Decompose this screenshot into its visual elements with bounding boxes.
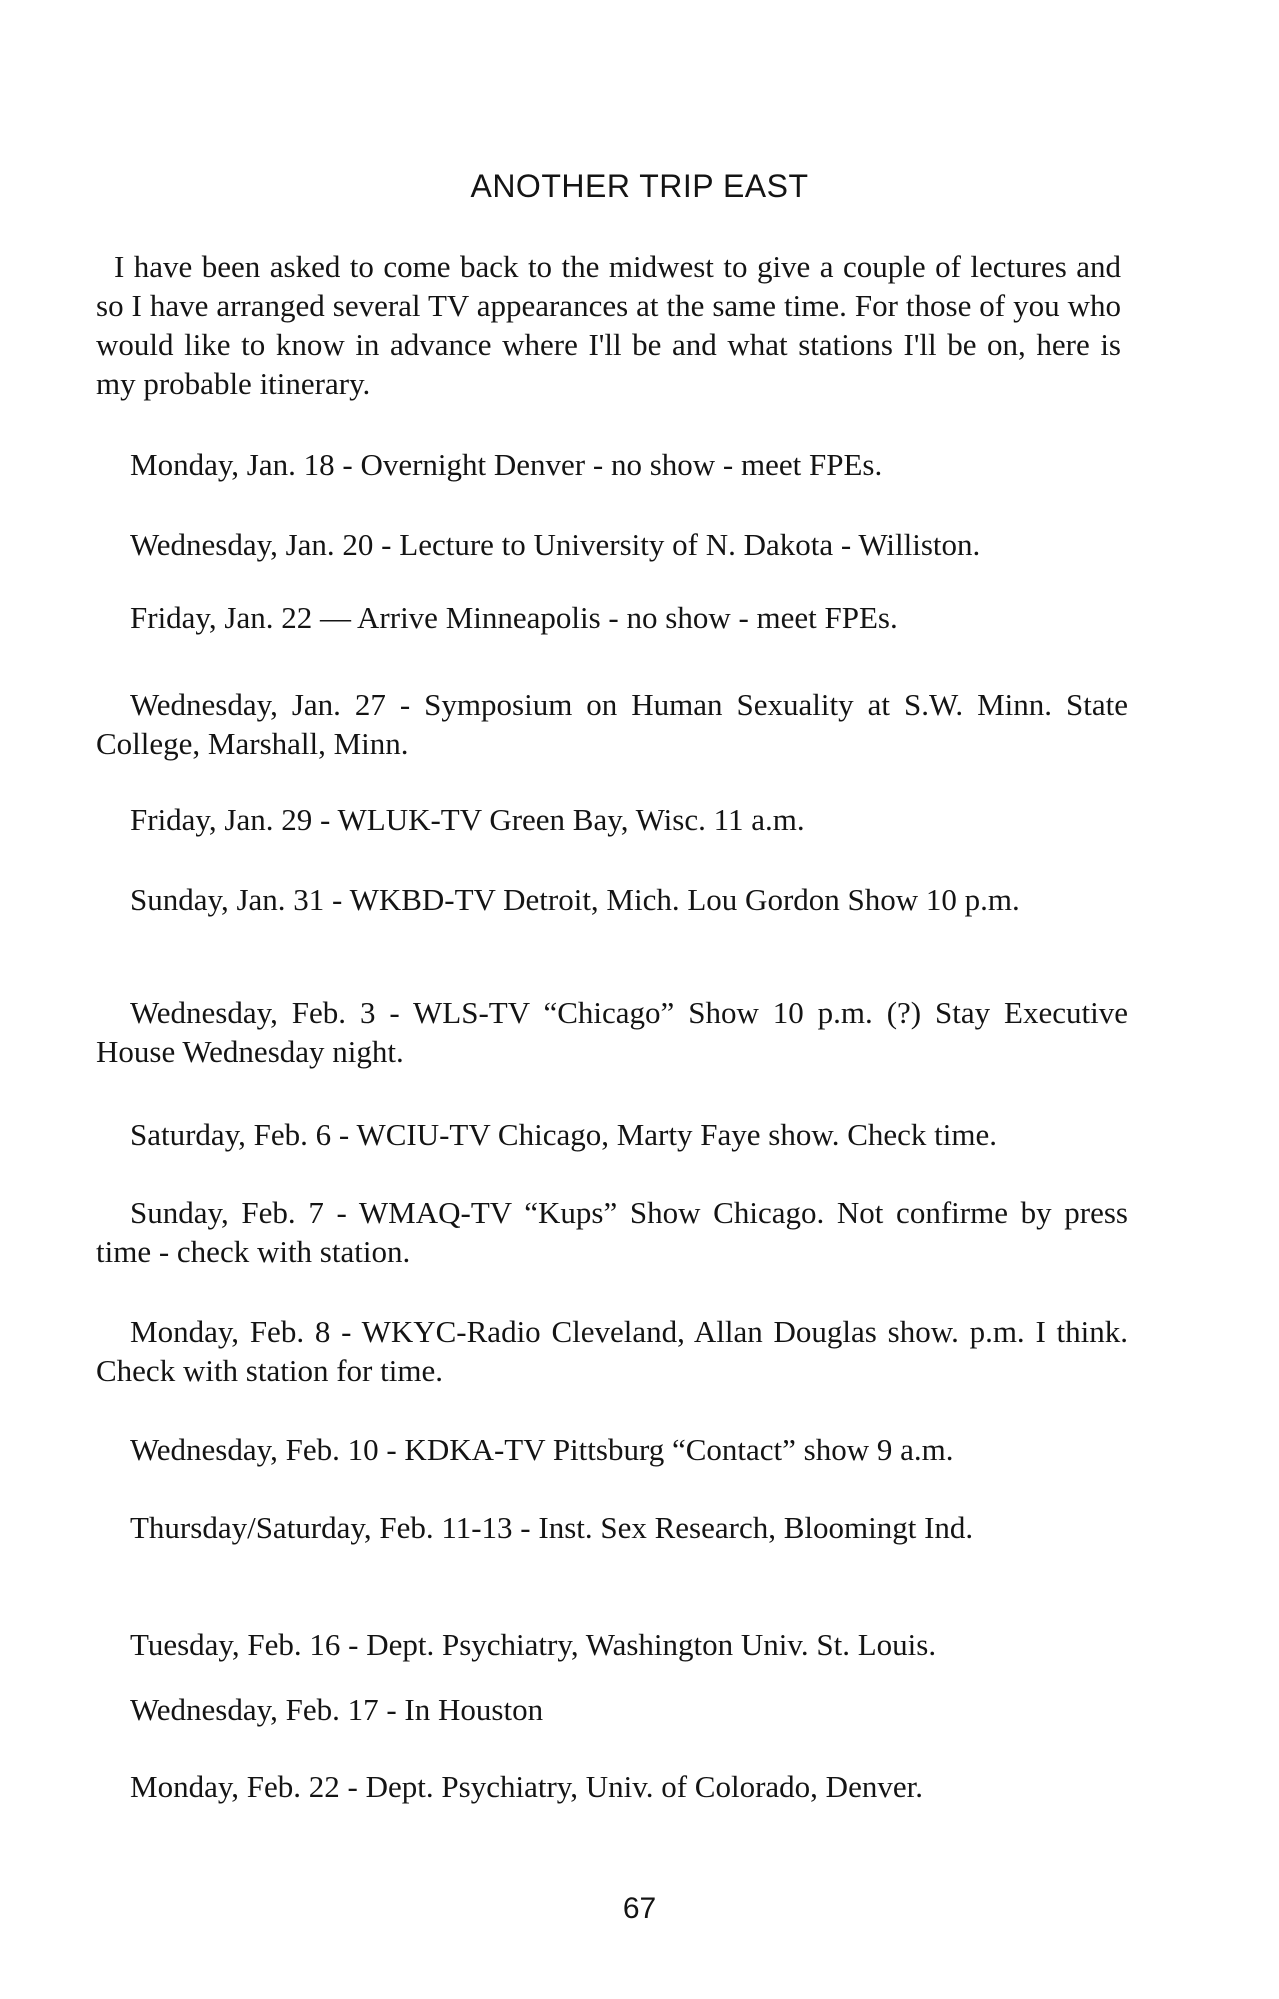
itinerary-entry: Saturday, Feb. 6 - WCIU-TV Chicago, Marty Faye show. Check time. bbox=[130, 1117, 997, 1152]
itinerary-entry: Friday, Jan. 29 - WLUK-TV Green Bay, Wisc. 11 a.m. bbox=[130, 802, 805, 837]
page-number: 67 bbox=[622, 1892, 657, 1925]
itinerary-entry: Tuesday, Feb. 16 - Dept. Psychiatry, Washington Univ. St. Louis. bbox=[130, 1627, 937, 1662]
itinerary-entry: Wednesday, Jan. 20 - Lecture to University of N. Dakota - Williston. bbox=[130, 527, 981, 562]
itinerary-entry: Wednesday, Jan. 27 - Symposium on Human Sexuality at S.W. Minn. State College, Marshall, Minn. bbox=[96, 687, 1128, 761]
page-title: ANOTHER TRIP EAST bbox=[470, 168, 809, 204]
intro-paragraph: I have been asked to come back to the midwest to give a couple of lectures and so I have arranged several TV appearances at the same time. For those of you who would like to know in advance where I'll be and what stations I'll be on, here is my probable itinerary. bbox=[96, 249, 1121, 401]
itinerary-entry: Monday, Feb. 22 - Dept. Psychiatry, Univ. of Colorado, Denver. bbox=[130, 1769, 923, 1804]
itinerary-entry: Monday, Feb. 8 - WKYC-Radio Cleveland, Allan Douglas show. p.m. I think. Check with station for time. bbox=[96, 1314, 1128, 1388]
itinerary-entry: Thursday/Saturday, Feb. 11-13 - Inst. Sex Research, Bloomingt Ind. bbox=[130, 1510, 974, 1545]
itinerary-entry: Friday, Jan. 22 — Arrive Minneapolis - no show - meet FPEs. bbox=[130, 600, 898, 635]
itinerary-entry: Wednesday, Feb. 17 - In Houston bbox=[130, 1692, 544, 1727]
itinerary-entry: Sunday, Jan. 31 - WKBD-TV Detroit, Mich. Lou Gordon Show 10 p.m. bbox=[130, 882, 1020, 917]
itinerary-entry: Sunday, Feb. 7 - WMAQ-TV “Kups” Show Chicago. Not confirme by press time - check with station. bbox=[96, 1195, 1128, 1269]
itinerary-entry: Wednesday, Feb. 10 - KDKA-TV Pittsburg “Contact” show 9 a.m. bbox=[130, 1432, 954, 1467]
itinerary-entry: Wednesday, Feb. 3 - WLS-TV “Chicago” Show 10 p.m. (?) Stay Executive House Wednesday night. bbox=[96, 995, 1128, 1069]
itinerary-entry: Monday, Jan. 18 - Overnight Denver - no show - meet FPEs. bbox=[130, 447, 883, 482]
